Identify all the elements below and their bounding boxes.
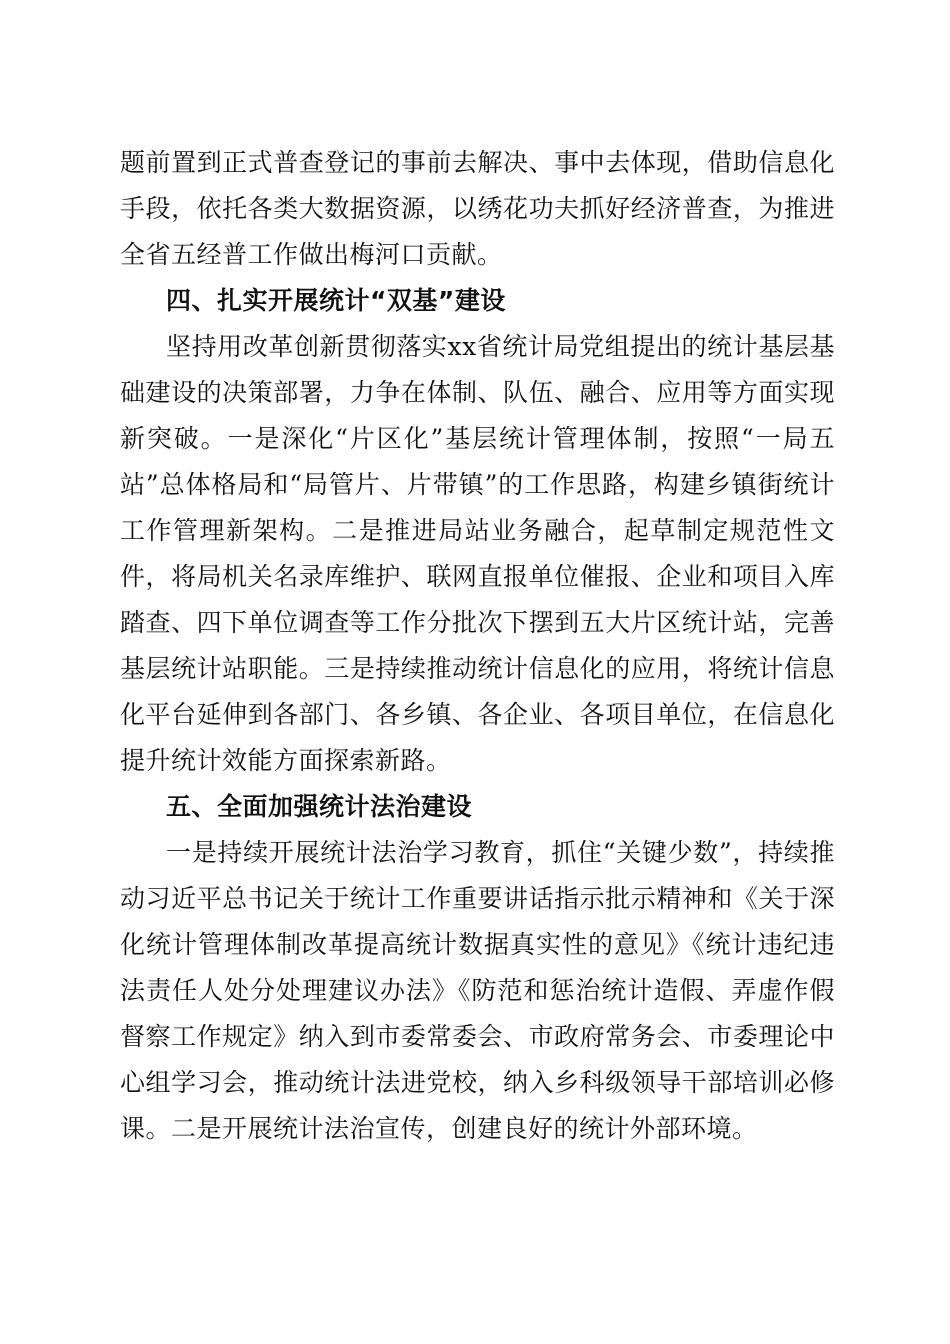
section-heading-4: 四、扎实开展统计“双基”建设: [166, 286, 506, 315]
section-heading-5: 五、全面加强统计法治建设: [166, 792, 473, 821]
section-body-5: 一是持续开展统计法治学习教育，抓住“关键少数”，持续推动习近平总书记关于统计工作重要讲话指示批示精神和《关于深化统计管理体制改革提高统计数据真实性的意见》《统计违纪违法责任人处分处理建议办法》《防范和惩治统计造假、弄虚作假督察工作规定》纳入到市委常委会、市政府常务会、市委理论中心组学习会，推动统计法进党校，纳入乡科级领导干部培训必修课。二是开展统计法治宣传，创建良好的统计外部环境。: [120, 838, 835, 1143]
section-body-4: 坚持用改革创新贯彻落实xx省统计局党组提出的统计基层基础建设的决策部署，力争在体制、队伍、融合、应用等方面实现新突破。一是深化“片区化”基层统计管理体制，按照“一局五站”总体格局和“局管片、片带镇”的工作思路，构建乡镇街统计工作管理新架构。二是推进局站业务融合，起草制定规范性文件，将局机关名录库维护、联网直报单位催报、企业和项目入库踏查、四下单位调查等工作分批次下摆到五大片区统计站，完善基层统计站职能。三是持续推动统计信息化的应用，将统计信息化平台延伸到各部门、各乡镇、各企业、各项目单位，在信息化提升统计效能方面探索新路。: [120, 332, 835, 775]
document-body: [120, 140, 835, 1152]
paragraph-continued: 题前置到正式普查登记的事前去解决、事中去体现，借助信息化手段，依托各类大数据资源，以绣花功夫抓好经济普查，为推进全省五经普工作做出梅河口贡献。: [120, 148, 835, 269]
